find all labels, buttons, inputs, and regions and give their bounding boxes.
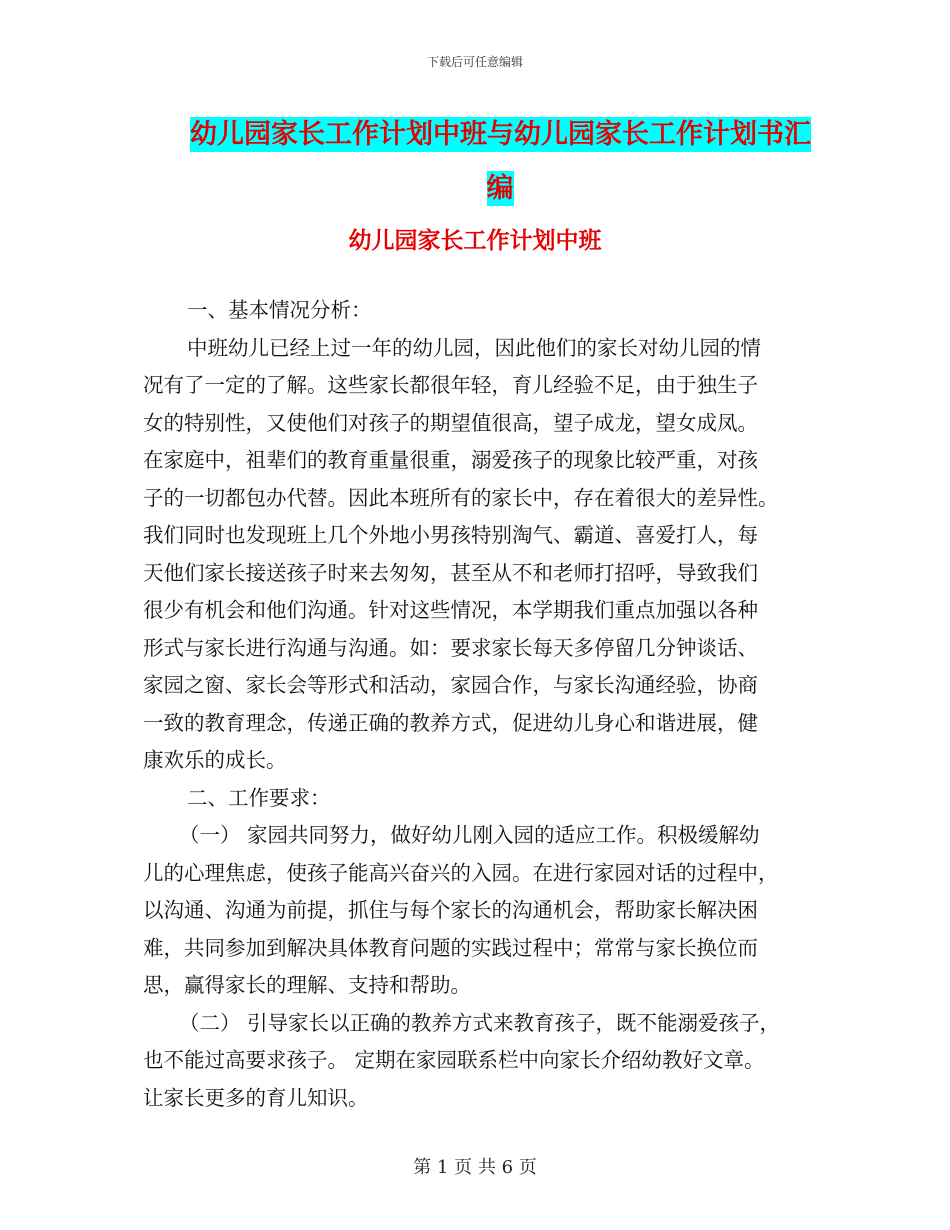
header-note: 下载后可任意编辑 (426, 55, 523, 69)
paragraph-line: 也不能过高要求孩子。 定期在家园联系栏中向家长介绍幼教好文章。 (143, 1048, 765, 1072)
paragraph-line: 子的一切都包办代替。因此本班所有的家长中，存在着很大的差异性。 (143, 485, 779, 510)
paragraph-line: 一致的教育理念，传递正确的教养方式，促进幼儿身心和谐进展，健 (143, 710, 758, 735)
paragraph-line: 形式与家长进行沟通与沟通。如：要求家长每天多停留几分钟谈话、 (143, 635, 758, 660)
heading-basic-analysis: 一、基本情况分析： (187, 298, 372, 322)
paragraph-line: 天他们家长接送孩子时来去匆匆，甚至从不和老师打招呼，导致我们 (143, 560, 758, 585)
paragraph-line: 儿的心理焦虑，使孩子能高兴奋兴的入园。在进行家园对话的过程中， (143, 860, 779, 885)
section-title: 幼儿园家长工作计划中班 (348, 228, 602, 254)
title-line-2: 编 (486, 173, 514, 204)
paragraph-line: 思，赢得家长的理解、支持和帮助。 (143, 973, 471, 997)
paragraph-line: 很少有机会和他们沟通。针对这些情况，本学期我们重点加强以各种 (143, 598, 758, 622)
page-footer: 第 1 页 共 6 页 (413, 1157, 537, 1178)
paragraph-line: （一） 家园共同努力，做好幼儿刚入园的适应工作。积极缓解幼 (179, 823, 760, 847)
paragraph-line: 难，共同参加到解决具体教育问题的实践过程中；常常与家长换位而 (143, 935, 758, 960)
paragraph-line: 让家长更多的育儿知识。 (143, 1085, 369, 1110)
paragraph-line: （二） 引导家长以正确的教养方式来教育孩子，既不能溺爱孩子， (179, 1010, 781, 1035)
paragraph-line: 康欢乐的成长。 (143, 748, 287, 772)
title-line-1: 幼儿园家长工作计划中班与幼儿园家长工作计划书汇 (190, 119, 811, 150)
paragraph-line: 家园之窗、家长会等形式和活动，家园合作，与家长沟通经验，协商 (143, 673, 758, 697)
paragraph-line: 我们同时也发现班上几个外地小男孩特别淘气、霸道、喜爱打人，每 (143, 523, 758, 547)
paragraph-line: 以沟通、沟通为前提，抓住与每个家长的沟通机会，帮助家长解决困 (143, 898, 758, 922)
paragraph-line: 况有了一定的了解。这些家长都很年轻，育儿经验不足，由于独生子 (143, 373, 758, 397)
paragraph-line: 在家庭中，祖辈们的教育重量很重，溺爱孩子的现象比较严重，对孩 (143, 448, 758, 472)
heading-work-requirements: 二、工作要求： (187, 785, 331, 810)
body-text (143, 292, 815, 1117)
paragraph-line: 中班幼儿已经上过一年的幼儿园，因此他们的家长对幼儿园的情 (187, 335, 761, 360)
paragraph-line: 女的特别性，又使他们对孩子的期望值很高，望子成龙，望女成凤。 (143, 410, 758, 435)
document-title (190, 108, 810, 216)
